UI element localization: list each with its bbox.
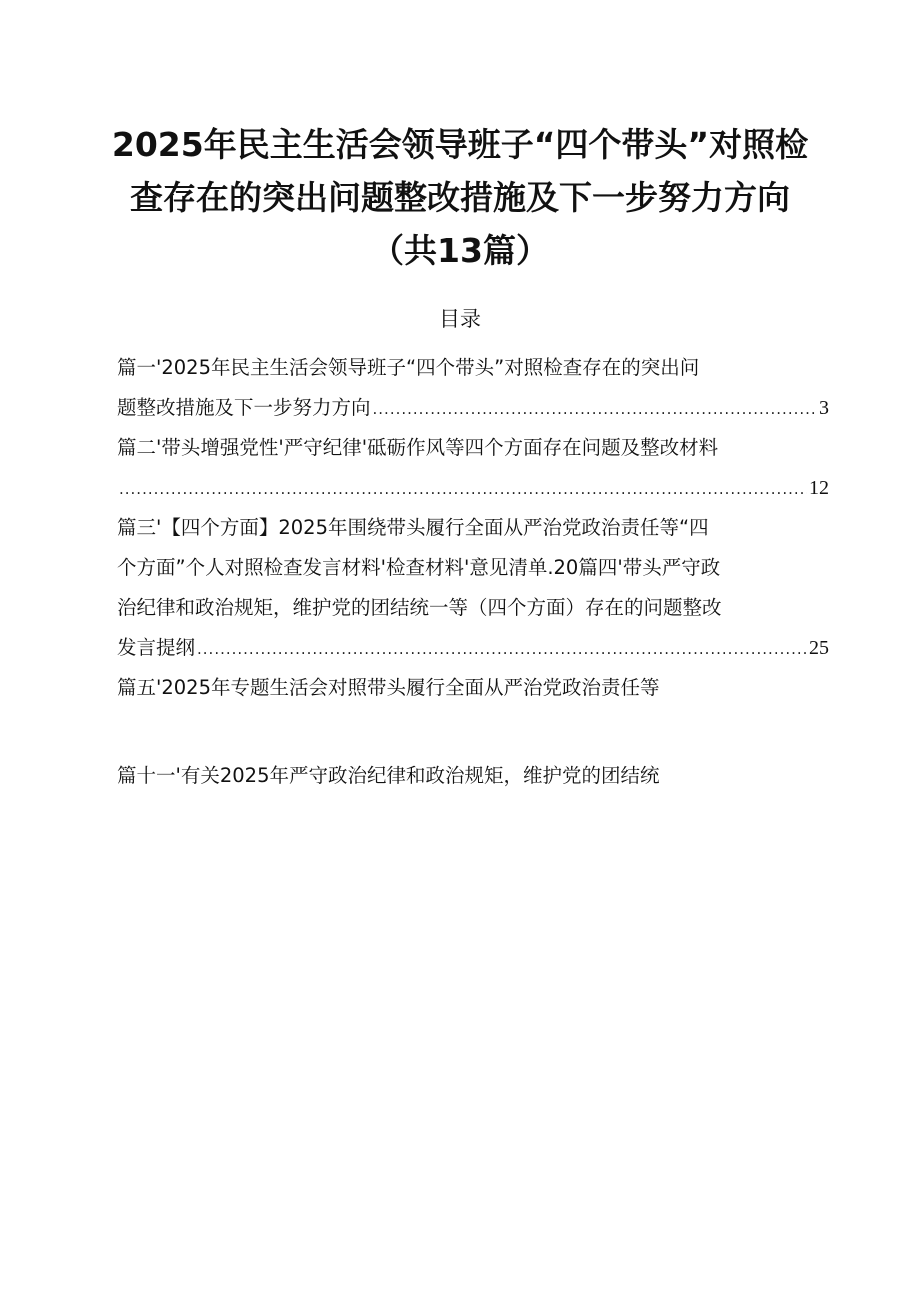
- toc-entry-text: 篇一'2025年民主生活会领导班子“四个带头”对照检查存在的突出问: [117, 356, 700, 379]
- toc-entry-text: 治纪律和政治规矩，维护党的团结统一等（四个方面）存在的问题整改: [117, 596, 722, 619]
- toc-entry-text: 篇二'带头增强党性'严守纪律'砥砺作风等四个方面存在问题及整改材料: [117, 436, 719, 459]
- toc-page-number: 12: [809, 477, 829, 499]
- toc-line[interactable]: [117, 388, 829, 428]
- toc-entry-text: 篇三'【四个方面】2025年围绕带头履行全面从严治党政治责任等“四: [117, 516, 709, 539]
- toc-page-number: 25: [809, 637, 829, 659]
- dot-leader: [197, 629, 807, 668]
- toc-line[interactable]: [117, 668, 829, 708]
- toc-line[interactable]: [117, 348, 829, 388]
- spacer: [117, 708, 829, 756]
- document-title: [110, 118, 810, 277]
- toc-line[interactable]: [117, 508, 829, 548]
- toc-line[interactable]: [117, 428, 829, 468]
- toc-line[interactable]: [117, 756, 829, 796]
- toc-entry-text: 题整改措施及下一步努力方向: [117, 396, 371, 419]
- title-line-2: 查存在的突出问题整改措施及下一步努力方向: [130, 178, 790, 217]
- dot-leader: [119, 469, 807, 508]
- toc-heading: 目录: [439, 307, 481, 331]
- toc-line[interactable]: [117, 468, 829, 508]
- toc-entry-text: 篇五'2025年专题生活会对照带头履行全面从严治党政治责任等: [117, 676, 660, 699]
- toc-page-number: 3: [819, 397, 829, 419]
- title-line-1: 2025年民主生活会领导班子“四个带头”对照检: [111, 125, 809, 164]
- toc-line[interactable]: [117, 628, 829, 668]
- toc-entry-text: 个方面”个人对照检查发言材料'检查材料'意见清单.20篇四'带头严守政: [117, 556, 721, 579]
- toc-entry-text: 篇十一'有关2025年严守政治纪律和政治规矩，维护党的团结统: [117, 764, 660, 787]
- table-of-contents: [117, 348, 829, 796]
- toc-line[interactable]: [117, 548, 829, 588]
- toc-entry-text: 发言提纲: [117, 636, 196, 659]
- toc-line[interactable]: [117, 588, 829, 628]
- dot-leader: [373, 389, 817, 428]
- title-line-3: （共13篇）: [371, 231, 549, 270]
